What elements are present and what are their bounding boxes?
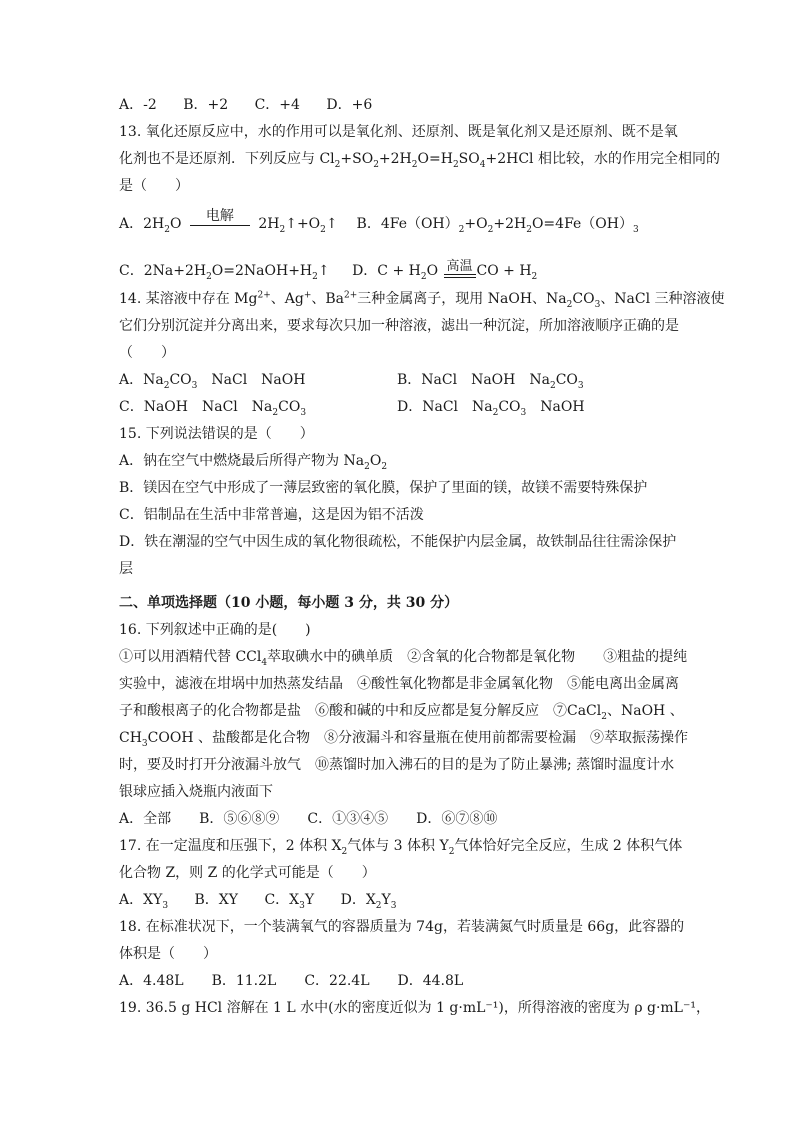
q17-option-b[interactable]: B．XY <box>194 892 239 908</box>
q14-stem-line2: 它们分别沉淀并分离出来，要求每次只加一种溶液，滤出一种沉淀，所加溶液顺序正确的是 <box>119 318 679 334</box>
q15-option-d-line2[interactable]: 层 <box>119 561 133 577</box>
q17-option-d[interactable]: D．$X_2Y_3$ <box>340 892 397 911</box>
q15-stem: 15. 下列说法错误的是（ ） <box>119 426 314 442</box>
q18-options[interactable]: A．4.48L B．11.2L C．22.4L D．44.8L <box>119 973 464 989</box>
q16-statement-line5: 时，要及时打开分液漏斗放气 ⑩蒸馏时加入沸石的目的是为了防止暴沸; 蒸馏时温度计水 <box>119 757 675 773</box>
q16-statement-line2: 实验中，滤液在坩埚中加热蒸发结晶 ④酸性氧化物都是非金属氧化物 ⑤能电离出金属离 <box>119 676 679 692</box>
q14-option-b[interactable]: B．NaCl NaOH $Na_2CO_3$ <box>397 372 584 391</box>
q12-option-d[interactable]: D．+6 <box>326 97 373 113</box>
electrolysis-arrow: 电解 <box>190 211 250 226</box>
q17-stem-line1: 17. 在一定温度和压强下，2 体积 $X_2$气体与 3 体积 $Y_2$气体恰好完全反应，生成 2 体积气体 <box>119 838 683 857</box>
q16-statement-line6: 银球应插入烧瓶内液面下 <box>119 784 273 800</box>
q15-option-d-line1[interactable]: D．铁在潮湿的空气中因生成的氧化物很疏松，不能保护内层金属，故铁制品往往需涂保护 <box>119 534 677 550</box>
q14-option-d[interactable]: D．NaCl $Na_2CO_3$ NaOH <box>397 399 585 418</box>
q13-options-cd <box>119 261 537 283</box>
q14-stem-line1: 14. 某溶液中存在 $Mg^{2+}$、Ag+、$Ba^{2+}$三种金属离子，现用 NaOH、$Na_2CO_3$、NaCl 三种溶液使 <box>119 290 725 310</box>
q15-option-a[interactable]: A．钠在空气中燃烧最后所得产物为 $Na_2O_2$ <box>119 453 388 472</box>
q12-option-a[interactable]: A．-2 <box>119 97 157 113</box>
q15-option-b[interactable]: B．镁因在空气中形成了一薄层致密的氧化膜，保护了里面的镁，故镁不需要特殊保护 <box>119 480 648 496</box>
q13-stem-line1: 13. 氧化还原反应中，水的作用可以是氧化剂、还原剂、既是氧化剂又是还原剂、既不是氧 <box>119 124 678 140</box>
q13-option-d[interactable]: D．$C + H_2O$ 高温 CO + $H_2$ <box>352 259 538 282</box>
q14-option-a[interactable]: A．$Na_2CO_3$ NaCl NaOH <box>119 372 306 391</box>
q17-options <box>119 890 397 910</box>
q12-options <box>119 95 372 115</box>
q15-option-c[interactable]: C．铝制品在生活中非常普遍，这是因为铝不活泼 <box>119 507 424 523</box>
q14-option-c[interactable]: C．NaOH NaCl $Na_2CO_3$ <box>119 399 307 418</box>
high-temp-equals: 高温 <box>444 260 476 278</box>
section-2-heading: 二、单项选择题（10 小题，每小题 3 分，共 30 分） <box>119 595 459 611</box>
q16-statement-line3: 子和酸根离子的化合物都是盐 ⑥酸和碱的中和反应都是复分解反应 ⑦CaCl$_2$、NaOH 、 <box>119 703 684 722</box>
q13-options-ab <box>119 208 639 235</box>
q14-stem-line3: （ ） <box>119 345 175 361</box>
q17-option-c[interactable]: C．$X_3Y$ <box>264 892 315 911</box>
q13-option-b[interactable]: B．$4Fe(OH)_2+O_2+2H_2O=4Fe(OH)_3$ <box>356 216 639 235</box>
q13-stem-line3: 是（ ） <box>119 178 189 194</box>
q13-stem-line2: 化剂也不是还原剂．下列反应与 $Cl_2+SO_2+2H_2O=H_2SO_4+2HCl$ 相比较，水的作用完全相同的 <box>119 151 720 170</box>
q13-option-c[interactable]: C．$2Na+2H_2O=2NaOH+H_2↑$ <box>119 263 330 282</box>
q16-statement-line1: ①可以用酒精代替 CCl$_4$萃取碘水中的碘单质 ②含氧的化合物都是氧化物 ③粗盐的提纯 <box>119 649 688 668</box>
q16-options[interactable]: A．全部 B．⑤⑥⑧⑨ C．①③④⑤ D．⑥⑦⑧⑩ <box>119 811 498 827</box>
q13-option-a[interactable]: A．$2H_2O$ 电解 $2H_2↑+O_2↑$ <box>119 208 338 235</box>
q17-option-a[interactable]: A．$XY_3$ <box>119 892 169 911</box>
q12-option-b[interactable]: B．+2 <box>183 97 229 113</box>
q16-stem: 16. 下列叙述中正确的是( ) <box>119 622 311 638</box>
q18-stem-line1: 18. 在标准状况下，一个装满氧气的容器质量为 74g，若装满氮气时质量是 66g，此容器的 <box>119 919 685 935</box>
q17-stem-line2: 化合物 Z，则 Z 的化学式可能是（ ） <box>119 865 376 881</box>
q12-option-c[interactable]: C．+4 <box>254 97 300 113</box>
q19-stem-line1: 19. 36.5 g HCl 溶解在 1 L 水中(水的密度近似为 1 g·mL⁻¹)，所得溶液的密度为 ρ g·mL⁻¹， <box>119 1000 710 1016</box>
q16-statement-line4: $CH_3COOH$ 、盐酸都是化合物 ⑧分液漏斗和容量瓶在使用前都需要检漏 ⑨萃取振荡操作 <box>119 730 688 749</box>
q18-stem-line2: 体积是（ ） <box>119 946 217 962</box>
